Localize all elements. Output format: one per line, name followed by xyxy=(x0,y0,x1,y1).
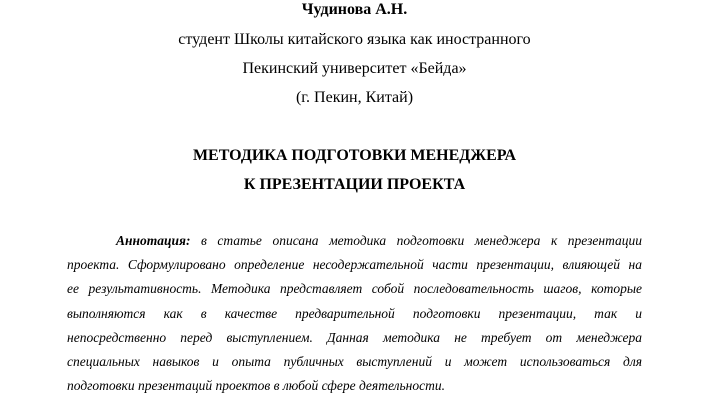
abstract-line-3: ее результативность. Методика представляет собой последовательность шагов, которые xyxy=(67,281,642,297)
abstract-line-4: выполняются как в качестве предварительной подготовки презентации, так и xyxy=(67,305,642,321)
abstract-line-6: специальных навыков и опыта публичных выступлений и может использоваться для xyxy=(67,353,642,369)
abstract-line-1-text: в статье описана методика подготовки менеджера к презентации xyxy=(190,233,642,248)
abstract-line-1 xyxy=(67,229,642,253)
affiliation-line-1: студент Школы китайского языка как иностранного xyxy=(178,31,531,48)
paper-title-line-2: К ПРЕЗЕНТАЦИИ ПРОЕКТА xyxy=(243,176,466,193)
abstract-label: Аннотация: xyxy=(116,233,191,248)
abstract-line-2: проекта. Сформулировано определение несодержательной части презентации, влияющей на xyxy=(67,257,642,273)
abstract xyxy=(67,229,642,398)
paper-title-line-1: МЕТОДИКА ПОДГОТОВКИ МЕНЕДЖЕРА xyxy=(192,147,517,164)
author-name: Чудинова А.Н. xyxy=(301,1,408,18)
affiliation-line-2: Пекинский университет «Бейда» xyxy=(242,60,467,77)
affiliation-line-3: (г. Пекин, Китай) xyxy=(295,89,414,106)
abstract-line-7: подготовки презентаций проектов в любой сфере деятельности. xyxy=(67,378,445,394)
abstract-line-5: непосредственно перед выступлением. Данная методика не требует от менеджера xyxy=(67,329,642,345)
